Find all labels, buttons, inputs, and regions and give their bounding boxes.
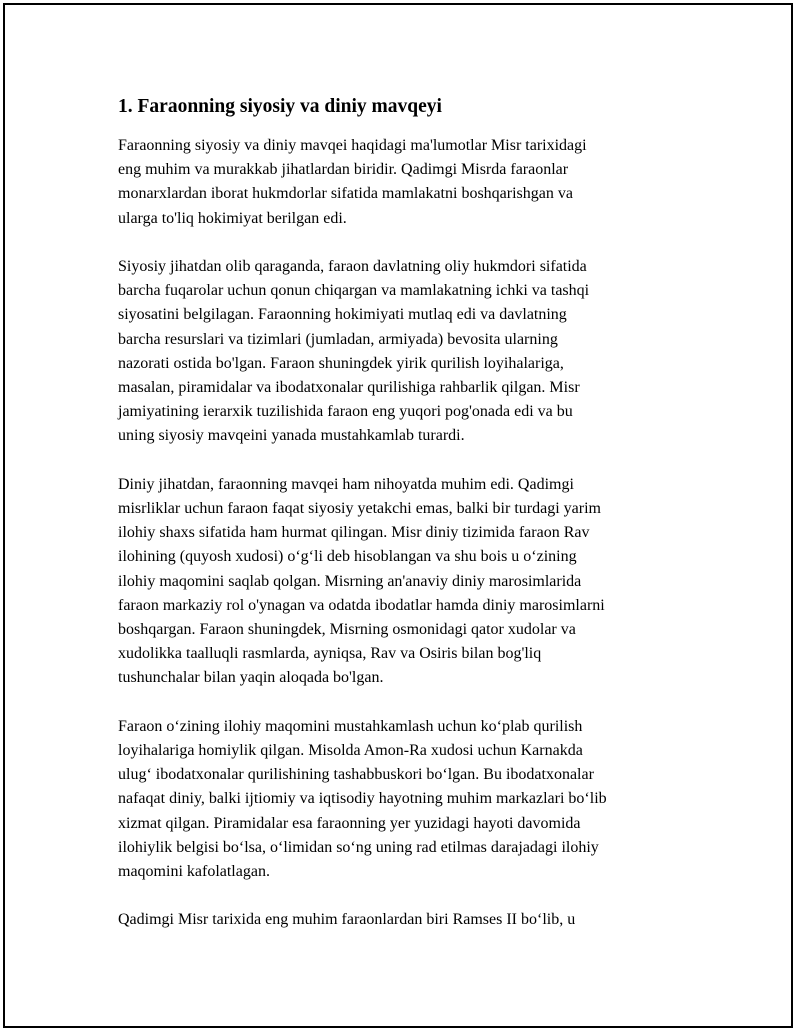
- text-line: ularga to'liq hokimiyat berilgan edi.: [118, 209, 347, 227]
- paragraph-ramses: [118, 908, 678, 932]
- paragraph-intro: [118, 134, 678, 231]
- text-line: ilohining (quyosh xudosi) o‘g‘li deb hisoblangan va shu bois u o‘zining: [118, 548, 577, 566]
- text-line: siyosatini belgilagan. Faraonning hokimiyati mutlaq edi va davlatning: [118, 306, 567, 324]
- text-line: loyihalariga homiylik qilgan. Misolda Amon-Ra xudosi uchun Karnakda: [118, 742, 583, 760]
- text-line: maqomini kafolatlagan.: [118, 863, 270, 881]
- text-line: masalan, piramidalar va ibodatxonalar qurilishiga rahbarlik qilgan. Misr: [118, 379, 580, 397]
- text-line: Qadimgi Misr tarixida eng muhim faraonlardan biri Ramses II bo‘lib, u: [118, 911, 576, 929]
- text-line: xudolikka taalluqli rasmlarda, ayniqsa, Rav va Osiris bilan bog'liq: [118, 645, 542, 663]
- text-line: faraon markaziy rol o'ynagan va odatda ibodatlar hamda diniy marosimlarni: [118, 596, 605, 614]
- text-line: nafaqat diniy, balki ijtiomiy va iqtisodiy hayotning muhim markazlari bo‘lib: [118, 790, 607, 808]
- text-line: Siyosiy jihatdan olib qaraganda, faraon davlatning oliy hukmdori sifatida: [118, 258, 587, 275]
- text-line: barcha resurslari va tizimlari (jumladan, armiyada) bevosita ularning: [118, 330, 558, 348]
- text-line: ilohiy shaxs sifatida ham hurmat qilingan. Misr diniy tizimida faraon Rav: [118, 524, 590, 542]
- text-line: nazorati ostida bo'lgan. Faraon shuningdek yirik qurilish loyihalariga,: [118, 354, 564, 372]
- text-line: xizmat qilgan. Piramidalar esa faraonning yer yuzidagi hayoti davomida: [118, 814, 581, 832]
- text-line: Faraon o‘zining ilohiy maqomini mustahkamlash uchun ko‘plab qurilish: [118, 717, 583, 735]
- paragraph-construction: [118, 715, 678, 884]
- text-line: tushunchalar bilan yaqin aloqada bo'lgan.: [118, 669, 384, 687]
- text-line: uning siyosiy mavqeini yanada mustahkamlab turardi.: [118, 427, 465, 445]
- text-line: Diniy jihatdan, faraonning mavqei ham nihoyatda muhim edi. Qadimgi: [118, 475, 574, 493]
- text-line: barcha fuqarolar uchun qonun chiqargan va mamlakatning ichki va tashqi: [118, 282, 590, 300]
- text-line: ilohiy maqomini saqlab qolgan. Misrning an'anaviy diniy marosimlarida: [118, 572, 582, 590]
- text-line: monarxlardan iborat hukmdorlar sifatida mamlakatni boshqarishgan va: [118, 185, 573, 203]
- text-line: jamiyatining ierarxik tuzilishida faraon eng yuqori pog'onada edi va bu: [118, 403, 573, 421]
- text-line: Faraonning siyosiy va diniy mavqei haqidagi ma'lumotlar Misr tarixidagi: [118, 137, 587, 154]
- section-heading: 1. Faraonning siyosiy va diniy mavqeyi: [118, 96, 442, 117]
- paragraph-religious: [118, 473, 678, 691]
- text-line: ilohiylik belgisi bo‘lsa, o‘limidan so‘ng uning rad etilmas darajadagi ilohiy: [118, 838, 599, 856]
- paragraph-political: [118, 255, 678, 449]
- text-line: ulug‘ ibodatxonalar qurilishining tashabbuskori bo‘lgan. Bu ibodatxonalar: [118, 766, 594, 784]
- text-line: boshqargan. Faraon shuningdek, Misrning osmonidagi qator xudolar va: [118, 621, 576, 639]
- text-line: misrliklar uchun faraon faqat siyosiy yetakchi emas, balki bir turdagi yarim: [118, 500, 601, 518]
- text-line: eng muhim va murakkab jihatlardan biridir. Qadimgi Misrda faraonlar: [118, 161, 569, 179]
- document-body: [118, 94, 678, 957]
